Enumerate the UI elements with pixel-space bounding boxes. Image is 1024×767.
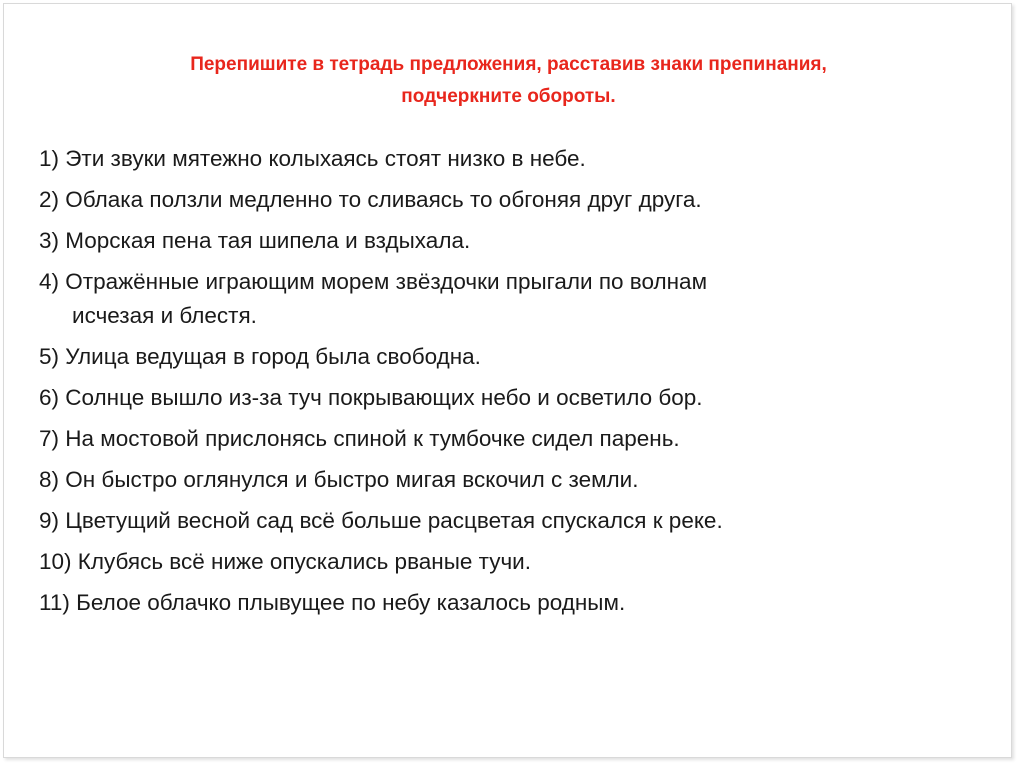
slide-title — [4, 49, 1013, 113]
sentence-text: 6) Солнце вышло из-за туч покрывающих небо и осветило бор. — [39, 385, 703, 410]
sentence-text: 3) Морская пена тая шипела и вздыхала. — [39, 228, 471, 253]
sentence-item — [39, 422, 989, 456]
sentence-text-continuation: исчезая и блестя. — [72, 303, 257, 328]
sentence-item — [39, 224, 989, 258]
sentence-text: 4) Отражённые играющим морем звёздочки прыгали по волнам — [39, 269, 708, 294]
sentence-item — [39, 183, 989, 217]
sentence-text: 7) На мостовой прислонясь спиной к тумбочке сидел парень. — [39, 426, 680, 451]
sentence-text: 11) Белое облачко плывущее по небу казалось родным. — [39, 590, 626, 615]
sentence-item — [39, 340, 989, 374]
sentence-list — [39, 142, 989, 627]
sentence-text: 8) Он быстро оглянулся и быстро мигая вскочил с земли. — [39, 467, 639, 492]
sentence-text: 2) Облака ползли медленно то сливаясь то обгоняя друг друга. — [39, 187, 702, 212]
sentence-text: 1) Эти звуки мятежно колыхаясь стоят низко в небе. — [39, 146, 586, 171]
title-line-2: подчеркните обороты. — [401, 86, 616, 107]
sentence-text: 5) Улица ведущая в город была свободна. — [39, 344, 481, 369]
sentence-item — [39, 265, 989, 333]
sentence-item — [39, 586, 989, 620]
sentence-item — [39, 463, 989, 497]
sentence-text: 10) Клубясь всё ниже опускались рваные тучи. — [39, 549, 531, 574]
sentence-item — [39, 142, 989, 176]
sentence-item — [39, 504, 989, 538]
slide — [3, 3, 1012, 758]
title-line-1: Перепишите в тетрадь предложения, расставив знаки препинания, — [190, 54, 827, 75]
sentence-item — [39, 545, 989, 579]
sentence-item — [39, 381, 989, 415]
sentence-text: 9) Цветущий весной сад всё больше расцветая спускался к реке. — [39, 508, 723, 533]
